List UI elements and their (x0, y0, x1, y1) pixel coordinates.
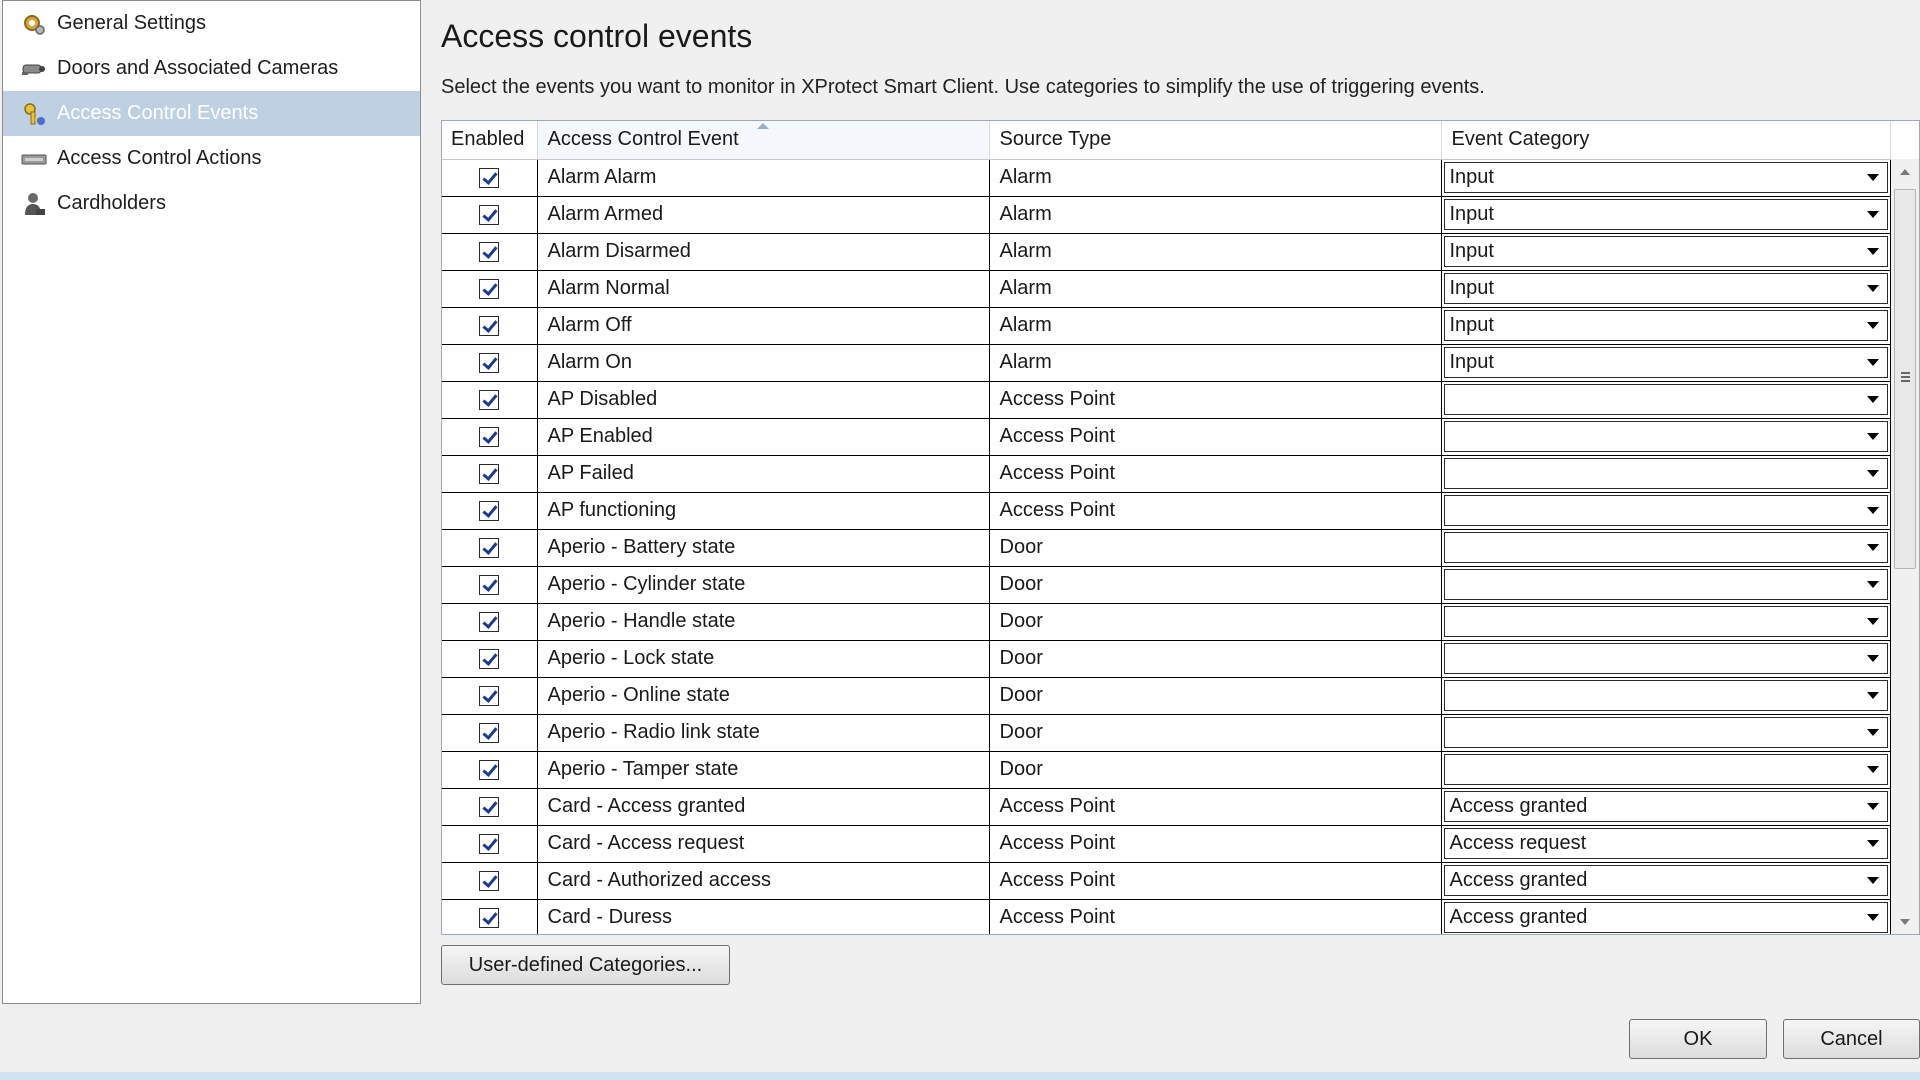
scrollbar-thumb[interactable] (1894, 189, 1916, 569)
source-type-cell: Door (989, 751, 1441, 788)
sidebar-item-label: General Settings (57, 12, 206, 34)
enabled-checkbox[interactable] (479, 168, 499, 188)
event-category-dropdown[interactable] (1444, 791, 1888, 822)
cancel-button[interactable]: Cancel (1783, 1019, 1920, 1059)
enabled-checkbox[interactable] (479, 501, 499, 521)
enabled-checkbox[interactable] (479, 353, 499, 373)
event-category-dropdown[interactable] (1444, 717, 1888, 748)
page-description: Select the events you want to monitor in XProtect Smart Client. Use categories to simplify the use of triggering events. (441, 76, 1485, 98)
event-name-cell: Card - Authorized access (537, 862, 989, 899)
event-category-dropdown[interactable] (1444, 199, 1888, 230)
event-category-cell (1441, 862, 1890, 899)
event-category-cell (1441, 677, 1890, 714)
event-category-value: Input (1449, 240, 1494, 262)
scroll-up-arrow-icon[interactable] (1900, 169, 1910, 175)
enabled-cell (442, 307, 537, 344)
person-icon (19, 191, 49, 217)
table-row (442, 418, 1890, 455)
enabled-cell (442, 529, 537, 566)
table-row (442, 307, 1890, 344)
event-name-cell: Aperio - Online state (537, 677, 989, 714)
event-category-dropdown[interactable] (1444, 384, 1888, 415)
enabled-cell (442, 603, 537, 640)
enabled-checkbox[interactable] (479, 316, 499, 336)
event-category-cell (1441, 899, 1890, 935)
event-category-dropdown[interactable] (1444, 347, 1888, 378)
enabled-cell (442, 270, 537, 307)
enabled-cell (442, 455, 537, 492)
column-header-event[interactable] (537, 121, 989, 159)
event-category-value: Input (1449, 166, 1494, 188)
source-type-cell: Access Point (989, 899, 1441, 935)
event-category-cell (1441, 529, 1890, 566)
sidebar-item-access-control-events[interactable] (3, 91, 420, 136)
ok-button[interactable]: OK (1629, 1019, 1767, 1059)
enabled-checkbox[interactable] (479, 612, 499, 632)
bottom-border (0, 1072, 1920, 1080)
event-category-value: Access granted (1449, 906, 1588, 928)
sidebar-item-general-settings[interactable] (3, 1, 420, 46)
source-type-cell: Door (989, 603, 1441, 640)
table-row (442, 862, 1890, 899)
enabled-checkbox[interactable] (479, 390, 499, 410)
camera-icon (19, 56, 49, 82)
event-category-value: Access granted (1449, 795, 1588, 817)
dropdown-arrow-icon[interactable] (1867, 914, 1879, 921)
dropdown-arrow-icon[interactable] (1867, 396, 1879, 403)
event-category-dropdown[interactable] (1444, 532, 1888, 563)
user-defined-categories-button[interactable]: User-defined Categories... (441, 945, 730, 985)
event-name-cell: Card - Access granted (537, 788, 989, 825)
enabled-checkbox[interactable] (479, 242, 499, 262)
event-category-cell (1441, 566, 1890, 603)
enabled-cell (442, 714, 537, 751)
event-name-cell: Alarm Off (537, 307, 989, 344)
enabled-checkbox[interactable] (479, 427, 499, 447)
enabled-checkbox[interactable] (479, 279, 499, 299)
table-row (442, 344, 1890, 381)
event-category-value: Input (1449, 203, 1494, 225)
dropdown-arrow-icon[interactable] (1867, 766, 1879, 773)
enabled-cell (442, 862, 537, 899)
events-table (442, 121, 1891, 935)
grip-line (1901, 380, 1910, 382)
enabled-checkbox[interactable] (479, 649, 499, 669)
event-name-cell: Card - Access request (537, 825, 989, 862)
enabled-checkbox[interactable] (479, 723, 499, 743)
enabled-cell (442, 677, 537, 714)
table-row (442, 455, 1890, 492)
page-title: Access control events (441, 18, 753, 54)
event-name-cell: Alarm On (537, 344, 989, 381)
event-category-dropdown[interactable] (1444, 273, 1888, 304)
event-category-dropdown[interactable] (1444, 902, 1888, 933)
event-category-cell (1441, 714, 1890, 751)
source-type-cell: Access Point (989, 862, 1441, 899)
dropdown-arrow-icon[interactable] (1867, 174, 1879, 181)
table-row (442, 640, 1890, 677)
event-category-value: Access granted (1449, 869, 1588, 891)
event-name-cell: AP Disabled (537, 381, 989, 418)
dropdown-arrow-icon[interactable] (1867, 581, 1879, 588)
enabled-cell (442, 825, 537, 862)
dropdown-arrow-icon[interactable] (1867, 507, 1879, 514)
column-header-enabled[interactable]: Enabled (442, 121, 537, 159)
enabled-cell (442, 566, 537, 603)
grip-line (1901, 376, 1910, 378)
dropdown-arrow-icon[interactable] (1867, 248, 1879, 255)
sidebar-item-label: Access Control Events (57, 102, 259, 124)
enabled-cell (442, 492, 537, 529)
source-type-cell: Alarm (989, 344, 1441, 381)
event-category-dropdown[interactable] (1444, 680, 1888, 711)
dropdown-arrow-icon[interactable] (1867, 618, 1879, 625)
event-category-value: Input (1449, 277, 1494, 299)
enabled-cell (442, 159, 537, 196)
dropdown-arrow-icon[interactable] (1867, 729, 1879, 736)
table-row (442, 159, 1890, 196)
enabled-cell (442, 344, 537, 381)
enabled-checkbox[interactable] (479, 575, 499, 595)
table-row (442, 270, 1890, 307)
table-row (442, 788, 1890, 825)
event-category-cell (1441, 196, 1890, 233)
event-name-cell: Alarm Normal (537, 270, 989, 307)
source-type-cell: Door (989, 640, 1441, 677)
table-header-row (442, 121, 1890, 159)
event-category-cell (1441, 381, 1890, 418)
enabled-cell (442, 233, 537, 270)
event-name-cell: Aperio - Handle state (537, 603, 989, 640)
enabled-checkbox[interactable] (479, 908, 499, 928)
enabled-cell (442, 899, 537, 935)
enabled-cell (442, 788, 537, 825)
event-name-cell: AP Failed (537, 455, 989, 492)
dropdown-arrow-icon[interactable] (1867, 655, 1879, 662)
grip-line (1901, 372, 1910, 374)
enabled-checkbox[interactable] (479, 797, 499, 817)
enabled-cell (442, 751, 537, 788)
event-category-dropdown[interactable] (1444, 865, 1888, 896)
source-type-cell: Alarm (989, 196, 1441, 233)
event-name-cell: Aperio - Radio link state (537, 714, 989, 751)
dropdown-arrow-icon[interactable] (1867, 803, 1879, 810)
table-row (442, 714, 1890, 751)
event-category-value: Input (1449, 351, 1494, 373)
event-category-dropdown[interactable] (1444, 606, 1888, 637)
source-type-cell: Access Point (989, 455, 1441, 492)
event-name-cell: Aperio - Cylinder state (537, 566, 989, 603)
event-category-dropdown[interactable] (1444, 569, 1888, 600)
event-category-value: Access request (1449, 832, 1587, 854)
event-name-cell: Aperio - Lock state (537, 640, 989, 677)
sort-ascending-icon (757, 123, 769, 129)
events-grid (441, 120, 1920, 935)
source-type-cell: Door (989, 677, 1441, 714)
event-category-cell (1441, 307, 1890, 344)
enabled-checkbox[interactable] (479, 464, 499, 484)
event-category-cell (1441, 418, 1890, 455)
column-header-label: Access Control Event (547, 128, 739, 151)
event-category-dropdown[interactable] (1444, 236, 1888, 267)
event-category-cell (1441, 233, 1890, 270)
dropdown-arrow-icon[interactable] (1867, 840, 1879, 847)
event-category-cell (1441, 825, 1890, 862)
table-row (442, 603, 1890, 640)
sidebar-item-cardholders[interactable] (3, 181, 420, 226)
event-category-cell (1441, 788, 1890, 825)
column-header-event-category[interactable]: Event Category (1441, 121, 1890, 159)
event-name-cell: Aperio - Tamper state (537, 751, 989, 788)
event-name-cell: AP functioning (537, 492, 989, 529)
source-type-cell: Access Point (989, 381, 1441, 418)
table-row (442, 233, 1890, 270)
sidebar-item-doors-cameras[interactable] (3, 46, 420, 91)
table-row (442, 899, 1890, 935)
enabled-checkbox[interactable] (479, 871, 499, 891)
sidebar-item-access-control-actions[interactable] (3, 136, 420, 181)
enabled-checkbox[interactable] (479, 760, 499, 780)
table-row (442, 492, 1890, 529)
table-row (442, 529, 1890, 566)
event-name-cell: Alarm Disarmed (537, 233, 989, 270)
column-header-source-type[interactable]: Source Type (989, 121, 1441, 159)
key-icon (19, 101, 49, 127)
source-type-cell: Access Point (989, 788, 1441, 825)
event-category-dropdown[interactable] (1444, 828, 1888, 859)
source-type-cell: Access Point (989, 492, 1441, 529)
event-category-cell (1441, 640, 1890, 677)
event-name-cell: AP Enabled (537, 418, 989, 455)
event-category-dropdown[interactable] (1444, 643, 1888, 674)
enabled-checkbox[interactable] (479, 205, 499, 225)
enabled-cell (442, 418, 537, 455)
source-type-cell: Door (989, 714, 1441, 751)
event-category-cell (1441, 344, 1890, 381)
source-type-cell: Access Point (989, 825, 1441, 862)
table-row (442, 825, 1890, 862)
dropdown-arrow-icon[interactable] (1867, 433, 1879, 440)
table-row (442, 566, 1890, 603)
table-row (442, 381, 1890, 418)
sidebar-item-label: Doors and Associated Cameras (57, 57, 339, 79)
event-category-cell (1441, 270, 1890, 307)
dropdown-arrow-icon[interactable] (1867, 285, 1879, 292)
event-category-cell (1441, 603, 1890, 640)
event-category-dropdown[interactable] (1444, 458, 1888, 489)
dropdown-arrow-icon[interactable] (1867, 470, 1879, 477)
event-category-dropdown[interactable] (1444, 421, 1888, 452)
event-name-cell: Aperio - Battery state (537, 529, 989, 566)
event-category-dropdown[interactable] (1444, 162, 1888, 193)
source-type-cell: Alarm (989, 159, 1441, 196)
gear-icon (19, 11, 49, 37)
event-name-cell: Card - Duress (537, 899, 989, 935)
enabled-cell (442, 640, 537, 677)
scroll-down-arrow-icon[interactable] (1900, 919, 1910, 925)
enabled-cell (442, 381, 537, 418)
event-category-dropdown[interactable] (1444, 495, 1888, 526)
source-type-cell: Alarm (989, 307, 1441, 344)
event-category-cell (1441, 492, 1890, 529)
dropdown-arrow-icon[interactable] (1867, 877, 1879, 884)
dropdown-arrow-icon[interactable] (1867, 322, 1879, 329)
event-name-cell: Alarm Armed (537, 196, 989, 233)
table-row (442, 751, 1890, 788)
dropdown-arrow-icon[interactable] (1867, 359, 1879, 366)
event-category-dropdown[interactable] (1444, 310, 1888, 341)
event-category-cell (1441, 751, 1890, 788)
sidebar-item-label: Access Control Actions (57, 147, 262, 169)
dropdown-arrow-icon[interactable] (1867, 211, 1879, 218)
enabled-checkbox[interactable] (479, 834, 499, 854)
dropdown-arrow-icon[interactable] (1867, 544, 1879, 551)
source-type-cell: Alarm (989, 233, 1441, 270)
enabled-checkbox[interactable] (479, 538, 499, 558)
event-category-dropdown[interactable] (1444, 754, 1888, 785)
source-type-cell: Access Point (989, 418, 1441, 455)
event-name-cell: Alarm Alarm (537, 159, 989, 196)
table-row (442, 196, 1890, 233)
event-category-cell (1441, 455, 1890, 492)
vertical-scrollbar[interactable] (1891, 159, 1919, 935)
main-panel (441, 0, 1920, 1080)
dropdown-arrow-icon[interactable] (1867, 692, 1879, 699)
sidebar (2, 0, 421, 1004)
enabled-cell (442, 196, 537, 233)
action-icon (19, 146, 49, 172)
source-type-cell: Door (989, 529, 1441, 566)
enabled-checkbox[interactable] (479, 686, 499, 706)
event-category-cell (1441, 159, 1890, 196)
table-row (442, 677, 1890, 714)
event-category-value: Input (1449, 314, 1494, 336)
source-type-cell: Alarm (989, 270, 1441, 307)
source-type-cell: Door (989, 566, 1441, 603)
sidebar-item-label: Cardholders (57, 192, 166, 214)
